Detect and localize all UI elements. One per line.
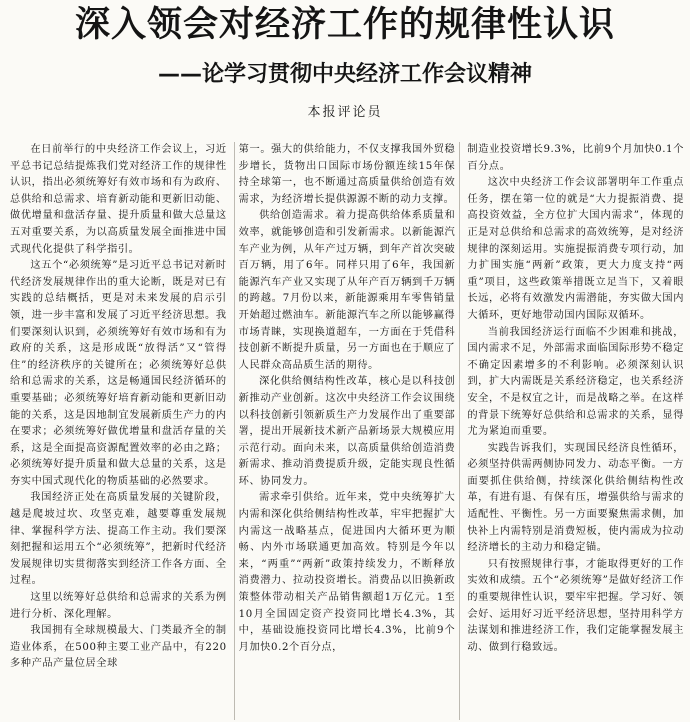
body-paragraph: 制造业投资增长9.3%，比前9个月加快0.1个百分点。 xyxy=(467,144,684,172)
body-paragraph: 这五个“必须统筹”是习近平总书记对新时代经济发展规律作出的重大论断，既是对已有实践的总结概括，更是对未来发展的启示引领，进一步丰富和发展了习近平经济思想。我们要深刻认识到，必须统筹好有效市场和有为政府的关系，这是形成既“放得活”又“管得住”的经济秩序的关键所在；必须统筹好总供给和总需求的关系，这是畅通国民经济循环的重要基础；必须统筹好培育新动能和更新旧动能的关系，这是因地制宜发展新质生产力的内在要求；必须统筹好做优增量和盘活存量的关系，这是全面提高资源配置效率的必由之路；必须统筹好提升质量和做大总量的关系，这是夯实中国式现代化的物质基础的必然要求。 xyxy=(10,260,227,487)
column-1 xyxy=(10,142,227,720)
body-paragraph: 在日前举行的中央经济工作会议上，习近平总书记总结提炼我们党对经济工作的规律性认识，指出必须统筹好有效市场和有为政府、总供给和总需求、培育新动能和更新旧动能、做优增量和盘活存量、提升质量和做大总量这五对重要关系，为以高质量发展全面推进中国式现代化提供了科学指引。 xyxy=(10,144,227,255)
body-paragraph: 实践告诉我们，实现国民经济良性循环，必须坚持供需两侧协同发力、动态平衡。一方面要抓住供给侧，持续深化供给侧结构性改革，有进有退、有保有压，增强供给与需求的适配性、平衡性。另一方面要聚焦需求侧，加快补上内需特别是消费短板，使内需成为拉动经济增长的主动力和稳定锚。 xyxy=(467,442,684,554)
article-body xyxy=(10,142,684,720)
column-2 xyxy=(239,142,456,720)
body-paragraph: 需求牵引供给。近年来，党中央统筹扩大内需和深化供给侧结构性改革，牢牢把握扩大内需这一战略基点，促进国内大循环更为顺畅、内外市场联通更加高效。特别是今年以来，“两重”“两新”政策持续发力，不断释放消费潜力、拉动投资增长。消费品以旧换新政策整体带动相关产品销售额超1万亿元。1至10月全国固定资产投资同比增长4.3%，其中，基础设施投资同比增长4.3%，比前9个月加快0.2个百分点， xyxy=(238,492,456,653)
body-paragraph: 我国经济正处在高质量发展的关键阶段，越是爬坡过坎、攻坚克难，越要尊重发展规律、掌握科学方法、提高工作主动。我们要深刻把握和运用五个“必须统筹”，把新时代经济发展规律切实贯彻落实到经济工作各方面、全过程。 xyxy=(10,492,227,587)
article-headline: 深入领会对经济工作的规律性认识 xyxy=(74,5,615,45)
body-paragraph: 深化供给侧结构性改革，核心是以科技创新推动产业创新。这次中央经济工作会议围绕以科技创新引领新质生产力发展作出了重要部署，提出开展新技术新产品新场景大规模应用示范行动。面向未来，以高质量供给创造消费新需求、推动消费提质升级，定能实现良性循环、协同发力。 xyxy=(238,376,456,487)
article-byline: 本报评论员 xyxy=(307,105,383,120)
body-paragraph: 供给创造需求。着力提高供给体系质量和效率，就能够创造和引发新需求。以新能源汽车产业为例，从年产过万辆，到年产首次突破百万辆，用了6年。同样只用了6年，我国新能源汽车产业又实现了从年产百万辆到千万辆的跨越。7月份以来，新能源乘用车零售销量开始超过燃油车。新能源汽车之所以能够赢得市场青睐，实现换道超车，一方面在于凭借科技创新不断提升质量，另一方面也在于顺应了人民群众高品质生活的期待。 xyxy=(238,210,456,371)
body-paragraph: 这次中央经济工作会议部署明年工作重点任务，摆在第一位的就是“大力提振消费、提高投资效益，全方位扩大国内需求”，体现的正是对总供给和总需求的高效统筹，是对经济规律的深刻运用。实施提振消费专项行动，加力扩围实施“两新”政策，更大力度支持“两重”项目，这些政策举措既立足当下，又着眼长远，必将有效激发内需潜能，夯实做大国内大循环，更好地带动国内国际双循环。 xyxy=(467,177,684,321)
body-paragraph: 只有按照规律行事，才能取得更好的工作实效和成绩。五个“必须统筹”是做好经济工作的重要规律性认识，要牢牢把握。学习好、领会好、运用好习近平经济思想，坚持用科学方法谋划和推进经济工作，我们定能掌握发展主动、做到行稳致远。 xyxy=(467,558,684,653)
body-paragraph: 这里以统筹好总供给和总需求的关系为例进行分析、深化理解。 xyxy=(10,592,227,620)
body-paragraph: 当前我国经济运行面临不少困难和挑战，国内需求不足，外部需求面临国际形势不稳定不确定因素增多的不利影响。必须深刻认识到，扩大内需既是关系经济稳定，也关系经济安全，不是权宜之计，而是战略之举。在这样的背景下统筹好总供给和总需求的关系，显得尤为紧迫而重要。 xyxy=(467,326,684,438)
body-paragraph: 我国拥有全球规模最大、门类最齐全的制造业体系，在500种主要工业产品中，有220多种产品产量位居全球 xyxy=(10,625,227,670)
column-3 xyxy=(467,142,684,720)
body-paragraph: 第一。强大的供给能力，不仅支撑我国外贸稳步增长，货物出口国际市场份额连续15年保持全球第一，也不断通过高质量供给创造有效需求，为经济增长提供源源不断的动力支撑。 xyxy=(238,144,456,205)
article-subheadline: ——论学习贯彻中央经济工作会议精神 xyxy=(157,62,532,87)
